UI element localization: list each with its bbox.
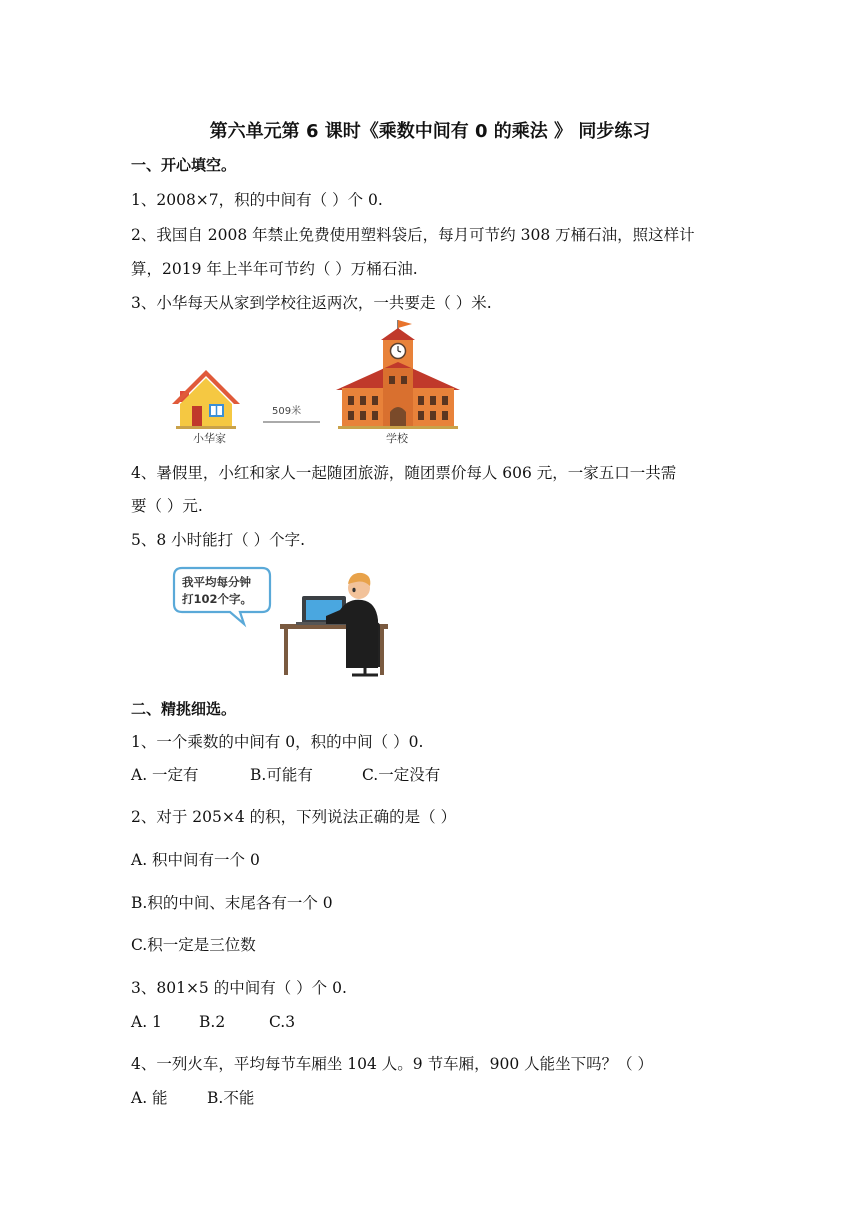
s2-question-1: 1、一个乘数的中间有 0，积的中间（ ）0. [131,733,424,751]
s2-question-3: 3、801×5 的中间有（ ）个 0. [131,979,347,997]
s2-q4-option-a: A. 能 [131,1089,168,1107]
s1-question-4-line1: 4、暑假里，小红和家人一起随团旅游，随团票价每人 606 元，一家五口一共需 [131,464,677,482]
s2-q2-option-a: A. 积中间有一个 0 [131,851,260,869]
s1-question-2-line1: 2、我国自 2008 年禁止免费使用塑料袋后，每月可节约 308 万桶石油，照这样计 [131,226,695,244]
s2-q1-option-c: C.一定没有 [362,766,441,784]
s1-question-4-line2: 要（ ）元. [131,497,203,515]
typing-figure [170,562,400,680]
s2-q2-option-b: B.积的中间、末尾各有一个 0 [131,894,333,912]
s2-q3-option-a: A. 1 [131,1013,162,1031]
section2-heading: 二、精挑细选。 [131,700,237,718]
school-label: 学校 [386,432,408,445]
s2-q3-option-b: B.2 [199,1013,226,1031]
school-icon [336,320,460,429]
page-title: 第六单元第 6 课时《乘数中间有 0 的乘法 》 同步练习 [209,121,651,142]
s2-q1-option-a: A. 一定有 [131,766,199,784]
bubble-text-line2: 打102个字。 [182,592,253,606]
s2-question-4: 4、一列火车，平均每节车厢坐 104 人。9 节车厢，900 人能坐下吗？（ ） [131,1055,654,1073]
s2-q4-option-b: B.不能 [207,1089,255,1107]
house-label: 小华家 [193,432,226,445]
s1-question-2-line2: 算，2019 年上半年可节约（ ）万桶石油. [131,260,418,278]
bubble-text-line1: 我平均每分钟 [182,575,251,589]
s1-question-5: 5、8 小时能打（ ）个字. [131,531,306,549]
person-at-computer-icon [280,573,388,675]
house-icon [172,370,240,429]
house-school-figure [168,318,468,450]
s2-q3-option-c: C.3 [269,1013,296,1031]
s1-question-1: 1、2008×7，积的中间有（ ）个 0. [131,191,383,209]
s1-question-3: 3、小华每天从家到学校往返两次，一共要走（ ）米. [131,294,492,312]
s2-q2-option-c: C.积一定是三位数 [131,936,256,954]
s2-question-2: 2、对于 205×4 的积，下列说法正确的是（ ） [131,808,457,826]
section1-heading: 一、开心填空。 [131,156,237,174]
s2-q1-option-b: B.可能有 [250,766,313,784]
distance-label: 509米 [272,406,302,417]
